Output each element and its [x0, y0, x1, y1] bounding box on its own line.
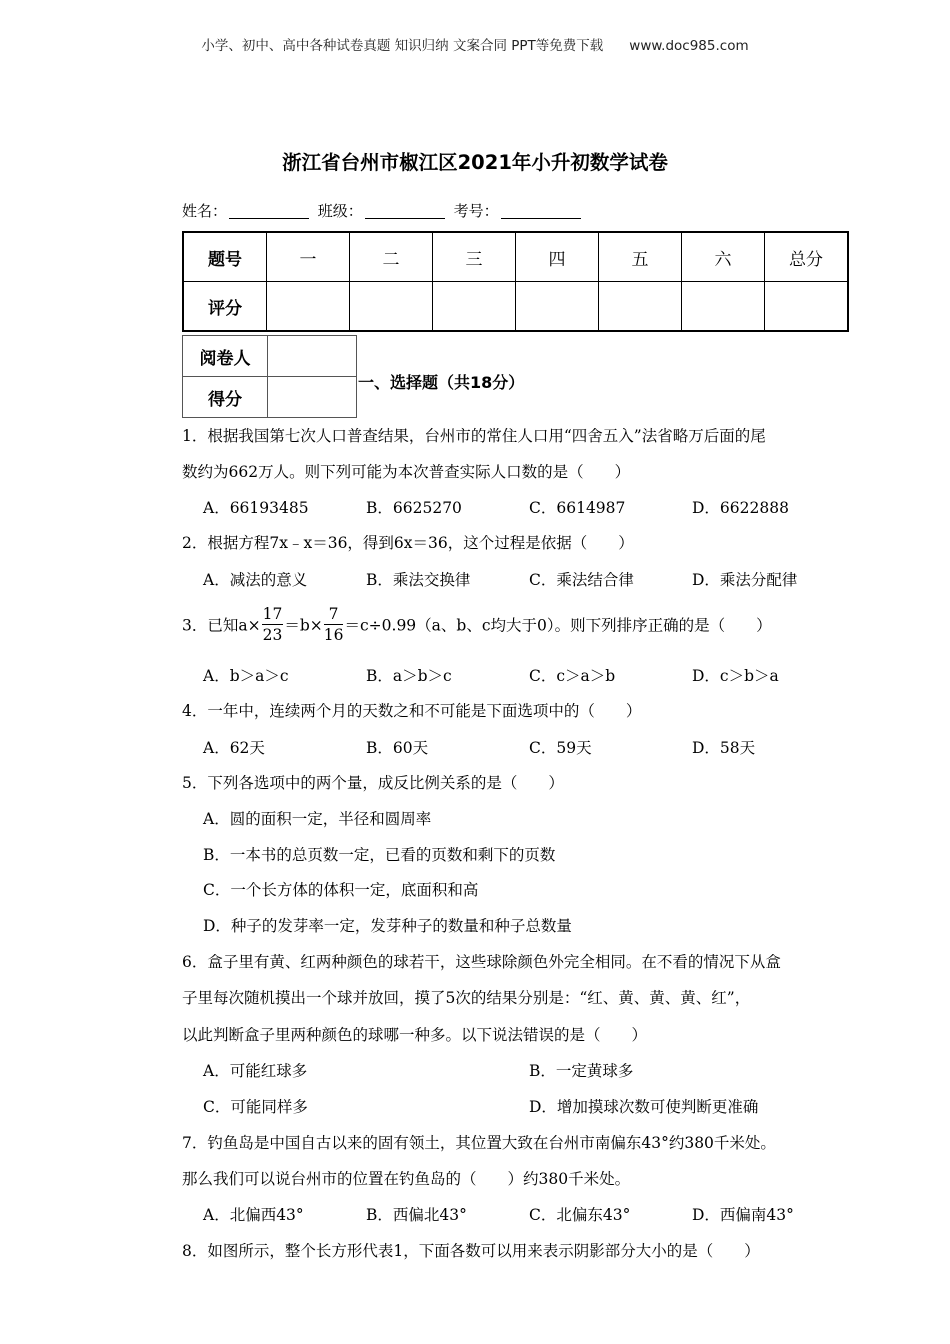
question-2-option-b: B．乘法交换律 — [366, 571, 471, 589]
name-blank — [229, 204, 309, 219]
score-table-header-row — [183, 232, 848, 282]
score-header-cell: 总分 — [765, 232, 849, 282]
score-header-cell: 题号 — [183, 232, 267, 282]
question-6-option-b: B．一定黄球多 — [529, 1062, 634, 1080]
question-2-option-a: A．减法的意义 — [203, 571, 308, 589]
question-2-line-1: 2．根据方程7x﹣x＝36，得到6x＝36，这个过程是依据（ ） — [182, 534, 634, 552]
question-6-line-3: 以此判断盒子里两种颜色的球哪一种多。以下说法错误的是（ ） — [182, 1026, 648, 1044]
question-1-option-d: D．6622888 — [692, 499, 789, 517]
fraction-numerator: 17 — [262, 605, 283, 623]
question-1-option-b: B．6625270 — [366, 499, 462, 517]
class-blank — [365, 204, 445, 219]
fraction-7-16 — [324, 604, 344, 645]
question-7-option-c: C．北偏东43° — [529, 1206, 631, 1224]
question-2-option-d: D．乘法分配律 — [692, 571, 798, 589]
question-6-line-1: 6．盒子里有黄、红两种颜色的球若干，这些球除颜色外完全相同。在不看的情况下从盒 — [182, 953, 781, 971]
score-header-cell: 二 — [350, 232, 433, 282]
question-3-text-1: 3．已知a× — [182, 616, 261, 635]
exam-no-label: 考号： — [453, 202, 499, 220]
grader-label: 阅卷人 — [183, 336, 268, 377]
question-3-text-2: ＝b× — [284, 616, 323, 635]
question-8-line-1: 8．如图所示，整个长方形代表1，下面各数可以用来表示阴影部分大小的是（ ） — [182, 1242, 760, 1260]
question-1-option-c: C．6614987 — [529, 499, 626, 517]
student-info — [182, 200, 585, 221]
fraction-denominator: 16 — [323, 626, 344, 644]
score-cell — [599, 282, 682, 332]
question-6-option-d: D．增加摸球次数可使判断更准确 — [529, 1098, 759, 1116]
question-5-option-d: D．种子的发芽率一定，发芽种子的数量和种子总数量 — [203, 917, 572, 935]
question-3-option-b: B．a＞b＞c — [366, 667, 452, 685]
question-7-line-1: 7．钓鱼岛是中国自古以来的固有领土，其位置大致在台州市南偏东43°约380千米处。 — [182, 1134, 776, 1152]
question-3-option-d: D．c＞b＞a — [692, 667, 779, 685]
grader-table — [182, 335, 357, 418]
question-7-option-d: D．西偏南43° — [692, 1206, 794, 1224]
score-cell — [682, 282, 765, 332]
fraction-denominator: 23 — [262, 626, 283, 644]
score-cell — [433, 282, 516, 332]
fraction-numerator: 7 — [324, 604, 344, 625]
question-7-option-a: A．北偏西43° — [203, 1206, 304, 1224]
question-5-option-b: B．一本书的总页数一定，已看的页数和剩下的页数 — [203, 846, 556, 864]
question-5-option-c: C．一个长方体的体积一定，底面积和高 — [203, 881, 479, 899]
question-1-option-a: A．66193485 — [203, 499, 309, 517]
page-title: 浙江省台州市椒江区2021年小升初数学试卷 — [282, 151, 668, 174]
question-4-line-1: 4．一年中，连续两个月的天数之和不可能是下面选项中的（ ） — [182, 702, 642, 720]
question-5-option-a: A．圆的面积一定，半径和圆周率 — [203, 810, 432, 828]
question-4-option-c: C．59天 — [529, 739, 592, 757]
question-4-option-b: B．60天 — [366, 739, 429, 757]
score-header-cell: 三 — [433, 232, 516, 282]
section-title: 一、选择题（共18分） — [358, 373, 525, 392]
question-2-option-c: C．乘法结合律 — [529, 571, 634, 589]
question-7-option-b: B．西偏北43° — [366, 1206, 467, 1224]
question-1-line-1: 1．根据我国第七次人口普查结果，台州市的常住人口用“四舍五入”法省略万后面的尾 — [182, 427, 766, 445]
score-table — [182, 231, 849, 332]
score-header-cell: 五 — [599, 232, 682, 282]
question-6-option-c: C．可能同样多 — [203, 1098, 308, 1116]
question-1-line-2: 数约为662万人。则下列可能为本次普查实际人口数的是（ ） — [182, 463, 631, 481]
question-3-text-3: ＝c÷0.99（a、b、c均大于0）。则下列排序正确的是（ ） — [344, 616, 772, 635]
question-4-option-a: A．62天 — [203, 739, 265, 757]
question-3-line-1 — [182, 604, 772, 645]
section-score-label: 得分 — [183, 377, 268, 418]
header-url[interactable]: www.doc985.com — [629, 38, 749, 54]
exam-no-blank — [501, 204, 581, 219]
score-cell — [350, 282, 433, 332]
grader-cell — [268, 336, 357, 377]
question-3-option-c: C．c＞a＞b — [529, 667, 616, 685]
score-header-cell: 一 — [267, 232, 350, 282]
site-header — [0, 34, 950, 54]
score-table-score-row — [183, 282, 848, 332]
score-header-cell: 六 — [682, 232, 765, 282]
score-cell — [765, 282, 849, 332]
score-row-label: 评分 — [183, 282, 267, 332]
score-cell — [267, 282, 350, 332]
question-3-option-a: A．b＞a＞c — [203, 667, 289, 685]
section-score-cell — [268, 377, 357, 418]
header-text: 小学、初中、高中各种试卷真题 知识归纳 文案合同 PPT等免费下载 — [201, 38, 604, 54]
fraction-17-23 — [262, 604, 284, 645]
question-5-line-1: 5．下列各选项中的两个量，成反比例关系的是（ ） — [182, 774, 564, 792]
score-header-cell: 四 — [516, 232, 599, 282]
name-label: 姓名： — [182, 202, 228, 220]
class-label: 班级： — [317, 202, 363, 220]
question-7-line-2: 那么我们可以说台州市的位置在钓鱼岛的（ ）约380千米处。 — [182, 1170, 631, 1188]
question-4-option-d: D．58天 — [692, 739, 756, 757]
question-6-option-a: A．可能红球多 — [203, 1062, 308, 1080]
score-cell — [516, 282, 599, 332]
question-6-line-2: 子里每次随机摸出一个球并放回，摸了5次的结果分别是：“红、黄、黄、黄、红”， — [182, 989, 751, 1007]
